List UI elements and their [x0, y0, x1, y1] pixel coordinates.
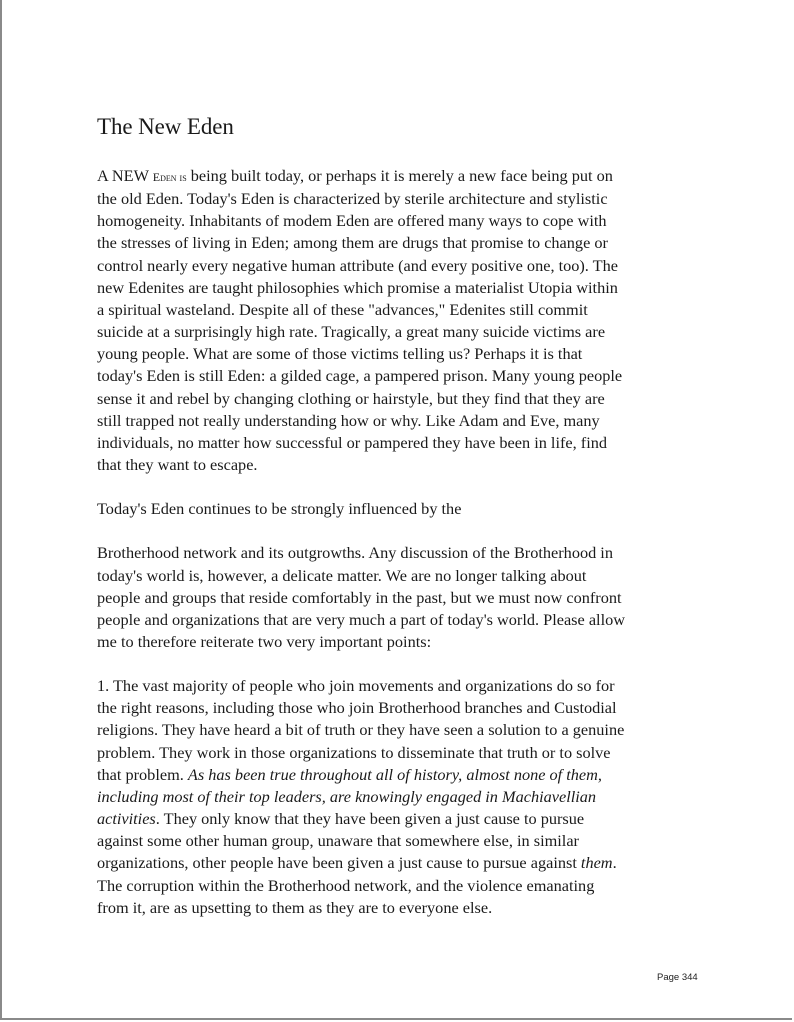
paragraph-line: the old Eden. Today's Eden is characterized by sterile architecture and stylistic	[97, 189, 608, 209]
paragraph-line	[97, 786, 707, 808]
paragraph-line: today's world is, however, a delicate matter. We are no longer talking about	[97, 565, 587, 585]
paragraph-line: that they want to escape.	[97, 455, 258, 475]
paragraph-line: the right reasons, including those who join Brotherhood branches and Custodial	[97, 698, 617, 718]
italic-text: activities	[97, 809, 156, 829]
small-caps-text: Eden is	[152, 170, 187, 184]
paragraph-line: suicide at a surprisingly high rate. Tragically, a great many suicide victims are	[97, 322, 606, 342]
italic-text: them	[580, 853, 613, 873]
paragraph-3	[97, 542, 707, 653]
paragraph-line: the stresses of living in Eden; among them are drugs that promise to change or	[97, 233, 608, 253]
paragraph-line: people and organizations that are very much a part of today's world. Please allow	[97, 609, 625, 629]
paragraph-2	[97, 498, 707, 520]
italic-text: including most of their top leaders, are knowingly engaged in Machiavellian	[97, 786, 597, 806]
paragraph-line	[97, 852, 707, 874]
paragraph-line: Brotherhood network and its outgrowths. Any discussion of the Brotherhood in	[97, 543, 613, 563]
paragraph-line: today's Eden is still Eden: a gilded cage, a pampered prison. Many young people	[97, 366, 623, 386]
paragraph-line: Today's Eden continues to be strongly influenced by the	[97, 499, 462, 519]
italic-text: As has been true throughout all of history, almost none of them,	[187, 764, 602, 784]
paragraph-line: individuals, no matter how successful or pampered they have been in life, find	[97, 432, 607, 452]
paragraph-line: from it, are as upsetting to them as they are to everyone else.	[97, 897, 493, 917]
paragraph-line	[97, 165, 707, 188]
paragraph-line: still trapped not really understanding how or why. Like Adam and Eve, many	[97, 410, 600, 430]
paragraph-line: me to therefore reiterate two very important points:	[97, 631, 432, 651]
line-text: organizations, other people have been given a just cause to pursue against	[97, 853, 581, 873]
chapter-title: The New Eden	[97, 114, 234, 139]
paragraph-line: a spiritual wasteland. Despite all of these "advances," Edenites still commit	[97, 299, 588, 319]
paragraph-line: control nearly every negative human attribute (and every positive one, too). The	[97, 255, 618, 275]
paragraph-line: people and groups that reside comfortably in the past, but we must now confront	[97, 587, 622, 607]
paragraph-line	[97, 764, 707, 786]
paragraph-line: new Edenites are taught philosophies which promise a materialist Utopia within	[97, 277, 618, 297]
paragraph-line: 1. The vast majority of people who join movements and organizations do so for	[97, 676, 615, 696]
drop-lead: A NEW	[97, 166, 153, 185]
page-content	[97, 113, 707, 941]
paragraph-line: homogeneity. Inhabitants of modem Eden are offered many ways to cope with	[97, 211, 607, 231]
paragraph-line	[97, 808, 707, 830]
paragraph-1	[97, 165, 707, 476]
line-text: being built today, or perhaps it is merely a new face being put on	[186, 166, 613, 185]
paragraph-line: against some other human group, unaware that somewhere else, in similar	[97, 831, 579, 851]
paragraph-line: The corruption within the Brotherhood network, and the violence emanating	[97, 875, 595, 895]
paragraph-4	[97, 675, 707, 919]
paragraph-line: young people. What are some of those victims telling us? Perhaps it is that	[97, 344, 583, 364]
paragraph-line: sense it and rebel by changing clothing or hairstyle, but they find that they are	[97, 388, 605, 408]
paragraph-line: problem. They work in those organizations to disseminate that truth or to solve	[97, 742, 611, 762]
line-text: . They only know that they have been given a just cause to pursue	[155, 809, 585, 829]
line-text: that problem.	[97, 764, 188, 784]
line-text: .	[612, 853, 617, 873]
paragraph-line: religions. They have heard a bit of truth or they have seen a solution to a genuine	[97, 720, 625, 740]
page-number: Page 344	[657, 972, 698, 983]
